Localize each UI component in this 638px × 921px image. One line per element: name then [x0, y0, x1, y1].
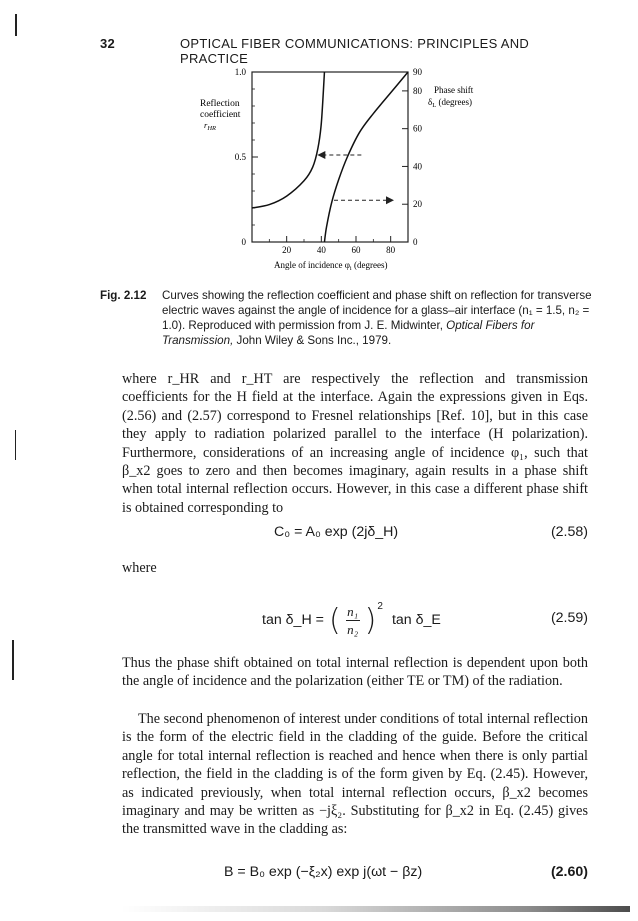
running-head: [100, 36, 600, 66]
caption-source-title: Optical Fibers for Transmission,: [162, 319, 535, 347]
caption-text: Curves showing the reflection coefficient and phase shift on reflection for transverse electric waves against the angle of incidence for a glass–air interface (n₁ = 1.5, n₂ = 1.0). Reproduced with permission from J. E. Midwinter,: [162, 289, 592, 332]
x-tick-label-3: 80: [386, 245, 396, 255]
equation-2-60-body: B = B₀ exp (−ξ₂x) exp j(ωt − βz): [224, 864, 423, 880]
plot-frame: [252, 72, 408, 242]
equation-2-58-body: C₀ = A₀ exp (2jδ_H): [274, 524, 399, 540]
right-paren: ): [364, 602, 377, 638]
left-paren: (: [328, 602, 341, 638]
equation-2-59-lhs: tan δ_H =: [262, 612, 324, 628]
x-tick-label-2: 60: [351, 245, 361, 255]
fraction-bar: [346, 620, 360, 621]
squared-exponent: 2: [377, 600, 383, 612]
right-axis-title-line2: $\delta_L$ (degrees): [428, 97, 472, 109]
left-tick-label-0: 1.0: [234, 67, 246, 77]
left-axis-title-line1: Reflection: [200, 99, 240, 109]
equation-2-59-rhs: tan δ_E: [391, 612, 441, 628]
equation-2-58: [122, 524, 588, 548]
arrow-head-left: [317, 151, 325, 159]
right-tick-label-1: 80: [413, 85, 422, 96]
right-tick-label-5: 0: [413, 237, 418, 247]
reflection-coefficient-curve: [252, 72, 324, 208]
left-axis-title-line3: $r_{HR}$: [204, 120, 216, 132]
paragraph-1: where r_HR and r_HT are respectively the reflection and transmission coefficients for the H field at the interface. Again the expressions given in Eqs. (2.56) and (2.57) correspond to Fresnel relationships [Ref. 10], but in this case they apply to radiation polarized parallel to the interface (H polarization). Furthermore, considerations of an increasing angle of incidence φ₁, such that β_x2 goes to zero and then becomes imaginary, again results in a phase shift when total internal reflection occurs. However, in this case a different phase shift is obtained corresponding to: [122, 371, 588, 516]
reflection-phase-chart: [190, 62, 610, 277]
arrow-head-right: [386, 196, 394, 204]
right-tick-label-0: 90: [413, 67, 422, 77]
left-tick-label-1: 0.5: [234, 152, 246, 162]
caption-body: [162, 288, 605, 348]
left-axis-title-line2: coefficient: [200, 110, 241, 120]
x-axis-title: Angle of incidence $\varphi_i$ (degrees): [274, 260, 388, 272]
caption-source-rest: John Wiley & Sons Inc., 1979.: [236, 334, 392, 347]
running-title: OPTICAL FIBER COMMUNICATIONS: PRINCIPLES AND PRACTICE: [180, 36, 530, 66]
binding-edge-mark-low: [12, 640, 14, 680]
equation-2-60: [122, 864, 588, 888]
page-number: 32: [100, 36, 116, 51]
figure-2-12: [190, 62, 610, 277]
equation-2-59-body: [262, 598, 441, 642]
right-tick-label-2: 60: [413, 123, 422, 134]
paragraph-2: Thus the phase shift obtained on total internal reflection is dependent upon both the angle of incidence and the polarization (either TE or TM) of the radiation.: [122, 655, 588, 690]
binding-edge-mark-mid: [15, 430, 16, 460]
left-tick-label-2: 0: [241, 237, 246, 247]
scan-smudge: [120, 906, 630, 912]
equation-2-59-number: (2.59): [550, 610, 588, 626]
caption-label: Fig. 2.12: [100, 289, 147, 302]
figure-caption: [100, 288, 605, 348]
paragraph-3: The second phenomenon of interest under conditions of total internal reflection is the form of the electric field in the cladding of the guide. Before the critical angle for total internal reflection is reached and hence when there is only partial reflection, the field in the cladding is of the form given by Eq. (2.45). However, as indicated previously, when total internal reflection occurs, β_x2 becomes imaginary and may be written as −jξ₂. Substituting for β_x2 in Eq. (2.45) gives the transmitted wave in the cladding as:: [122, 711, 588, 838]
equation-2-59: [122, 598, 588, 642]
n1-over-n2-fraction: [346, 605, 360, 636]
right-axis-title-line1: Phase shift: [434, 85, 474, 95]
right-tick-label-3: 40: [413, 161, 422, 172]
fraction-numerator: n₁: [347, 603, 359, 619]
x-tick-label-0: 20: [282, 245, 292, 255]
where-label: where: [122, 560, 157, 576]
right-tick-label-4: 20: [413, 199, 422, 210]
x-tick-label-1: 40: [316, 245, 326, 255]
equation-2-60-number: (2.60): [550, 864, 588, 880]
fraction-denominator: n₂: [347, 621, 359, 637]
phase-shift-curve: [324, 72, 408, 242]
binding-edge-mark-top: [15, 14, 17, 36]
equation-2-58-number: (2.58): [550, 524, 588, 540]
